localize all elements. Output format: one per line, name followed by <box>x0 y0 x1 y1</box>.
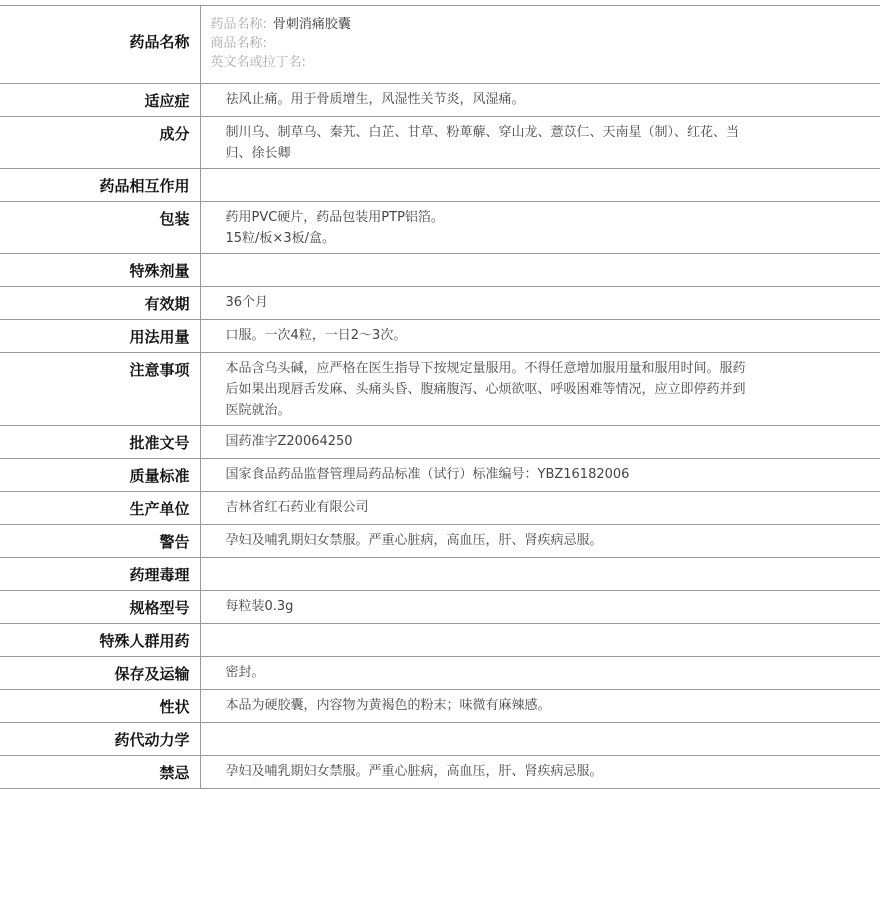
spec-value <box>200 117 880 169</box>
spec-value-line: 15粒/板×3板/盒。 <box>225 231 335 246</box>
spec-value-line: 本品含乌头碱，应严格在医生指导下按规定量服用。不得任意增加服用量和服用时间。服药 <box>225 361 746 376</box>
spec-row <box>0 320 880 353</box>
generic-name-line <box>211 15 871 34</box>
spec-value <box>200 169 880 202</box>
spec-row <box>0 591 880 624</box>
spec-label: 药品名称 <box>0 6 200 84</box>
spec-row <box>0 117 880 169</box>
spec-value-line: 口服。一次4粒，一日2～3次。 <box>225 328 407 343</box>
spec-row <box>0 723 880 756</box>
spec-value <box>200 353 880 426</box>
spec-value <box>200 254 880 287</box>
spec-row <box>0 558 880 591</box>
spec-label: 质量标准 <box>0 459 200 492</box>
spec-label: 注意事项 <box>0 353 200 426</box>
spec-value <box>200 459 880 492</box>
spec-label: 成分 <box>0 117 200 169</box>
spec-value <box>200 492 880 525</box>
spec-value <box>200 723 880 756</box>
spec-row <box>0 169 880 202</box>
spec-row <box>0 459 880 492</box>
trade-name-line <box>211 34 871 53</box>
spec-value <box>200 690 880 723</box>
spec-label: 特殊人群用药 <box>0 624 200 657</box>
spec-label: 批准文号 <box>0 426 200 459</box>
english-name-key: 英文名或拉丁名: <box>210 55 306 70</box>
spec-value-line: 本品为硬胶囊，内容物为黄褐色的粉末；味微有麻辣感。 <box>225 698 551 713</box>
trade-name-key: 商品名称: <box>210 36 267 51</box>
spec-value <box>200 202 880 254</box>
spec-value <box>200 558 880 591</box>
spec-value-line: 36个月 <box>225 295 269 310</box>
spec-value-line: 药用PVC硬片，药品包装用PTP铝箔。 <box>225 210 444 225</box>
english-name-line <box>211 53 871 72</box>
spec-value <box>200 287 880 320</box>
generic-name-key: 药品名称: <box>210 17 267 32</box>
spec-label: 药理毒理 <box>0 558 200 591</box>
spec-label: 用法用量 <box>0 320 200 353</box>
spec-value-line: 国药准字Z20064250 <box>225 434 353 449</box>
spec-value <box>200 525 880 558</box>
spec-value-line: 孕妇及哺乳期妇女禁服。严重心脏病，高血压，肝、肾疾病忌服。 <box>225 533 603 548</box>
spec-label: 有效期 <box>0 287 200 320</box>
spec-label: 警告 <box>0 525 200 558</box>
spec-value-line: 医院就治。 <box>225 403 291 418</box>
spec-label: 特殊剂量 <box>0 254 200 287</box>
spec-value-line: 制川乌、制草乌、秦艽、白芷、甘草、粉萆薢、穿山龙、薏苡仁、天南星（制）、红花、当 <box>225 125 740 140</box>
spec-label: 性状 <box>0 690 200 723</box>
spec-value-line: 后如果出现唇舌发麻、头痛头昏、腹痛腹泻、心烦欲呕、呼吸困难等情况，应立即停药并到 <box>225 382 746 397</box>
spec-value <box>200 320 880 353</box>
spec-label: 生产单位 <box>0 492 200 525</box>
spec-value-line: 吉林省红石药业有限公司 <box>225 500 369 515</box>
spec-row <box>0 690 880 723</box>
spec-value-line: 归、徐长卿 <box>225 146 291 161</box>
spec-row <box>0 254 880 287</box>
spec-row <box>0 756 880 789</box>
spec-value <box>200 591 880 624</box>
spec-value <box>200 84 880 117</box>
spec-label: 保存及运输 <box>0 657 200 690</box>
spec-row <box>0 353 880 426</box>
spec-row <box>0 202 880 254</box>
spec-row <box>0 492 880 525</box>
spec-label: 包装 <box>0 202 200 254</box>
spec-label: 规格型号 <box>0 591 200 624</box>
spec-value <box>200 624 880 657</box>
spec-row <box>0 426 880 459</box>
spec-row <box>0 525 880 558</box>
spec-value-line: 密封。 <box>225 665 265 680</box>
spec-value <box>200 426 880 459</box>
drug-spec-table <box>0 5 880 789</box>
spec-value-line: 每粒装0.3g <box>225 599 294 614</box>
spec-value-line: 国家食品药品监督管理局药品标准（试行）标准编号：YBZ16182006 <box>225 467 630 482</box>
spec-row <box>0 624 880 657</box>
spec-label: 药品相互作用 <box>0 169 200 202</box>
spec-value-line: 孕妇及哺乳期妇女禁服。严重心脏病，高血压，肝、肾疾病忌服。 <box>225 764 603 779</box>
spec-row <box>0 657 880 690</box>
generic-name-value: 骨刺消痛胶囊 <box>272 17 351 32</box>
spec-table-body <box>0 6 880 789</box>
spec-value <box>200 657 880 690</box>
spec-label: 禁忌 <box>0 756 200 789</box>
drug-name-block <box>200 6 880 84</box>
spec-label: 适应症 <box>0 84 200 117</box>
spec-row-drug-name <box>0 6 880 84</box>
spec-row <box>0 287 880 320</box>
spec-row <box>0 84 880 117</box>
spec-label: 药代动力学 <box>0 723 200 756</box>
spec-value <box>200 756 880 789</box>
spec-value-line: 祛风止痛。用于骨质增生，风湿性关节炎，风湿痛。 <box>225 92 525 107</box>
